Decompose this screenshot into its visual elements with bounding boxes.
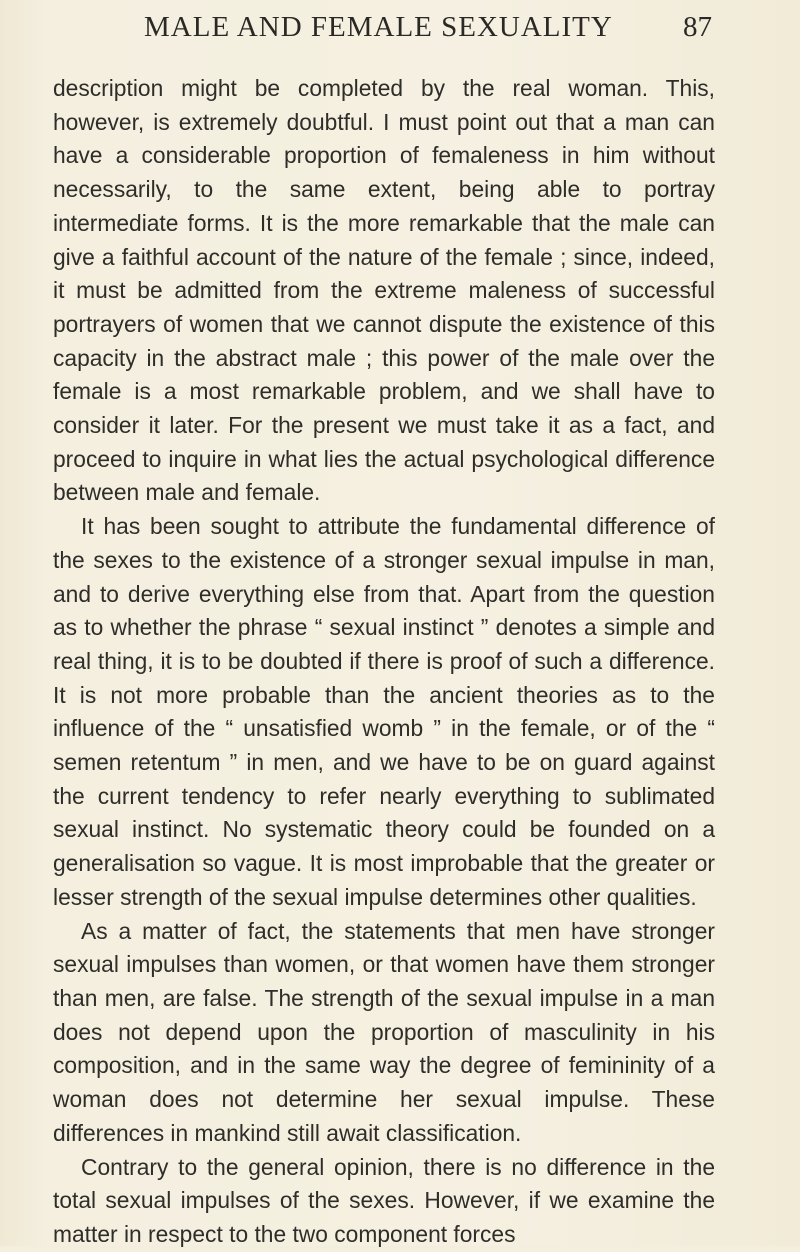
paragraph-2: It has been sought to attribute the fundamental difference of the sexes to the existence of a stronger sexual impulse in man, and to derive everything else from that. Apart from the question as to whether the phrase “ sexual instinct ” denotes a simple and real thing, it is to be doubted if there is proof of such a difference. It is not more probable than the ancient theories as to the influence of the “ unsatisfied womb ” in the female, or of the “ semen retentum ” in men, and we have to be on guard against the current tendency to refer nearly everything to sublimated sexual instinct. No systematic theory could be founded on a generalisation so vague. It is most improbable that the greater or lesser strength of the sexual impulse determines other qualities. [53,513,715,910]
paragraph-4: Contrary to the general opinion, there is no difference in the total sexual impulses of the sexes. However, if we examine the matter in respect to the two component forces [53,1153,715,1247]
paragraph-1: description might be completed by the real woman. This, however, is extremely doubtful. I must point out that a man can have a considerable proportion of femaleness in him without necessarily, to the same extent, being able to portray intermediate forms. It is the more remarkable that the male can give a faithful account of the nature of the female ; since, indeed, it must be admitted from the extreme maleness of successful portrayers of women that we cannot dispute the existence of this capacity in the abstract male ; this power of the male over the female is a most remarkable problem, and we shall have to consider it later. For the present we must take it as a fact, and proceed to inquire in what lies the actual psychological difference between male and female. [53,75,715,506]
body-text [53,72,715,1252]
page-number: 87 [683,11,712,43]
page-header [52,4,712,50]
running-title: MALE AND FEMALE SEXUALITY [144,11,613,43]
paragraph-3: As a matter of fact, the statements that men have stronger sexual impulses than women, or that women have them stronger than men, are false. The strength of the sexual impulse in a man does not depend upon the proportion of masculinity in his composition, and in the same way the degree of femininity of a woman does not determine her sexual impulse. These differences in mankind still await classification. [53,917,715,1146]
